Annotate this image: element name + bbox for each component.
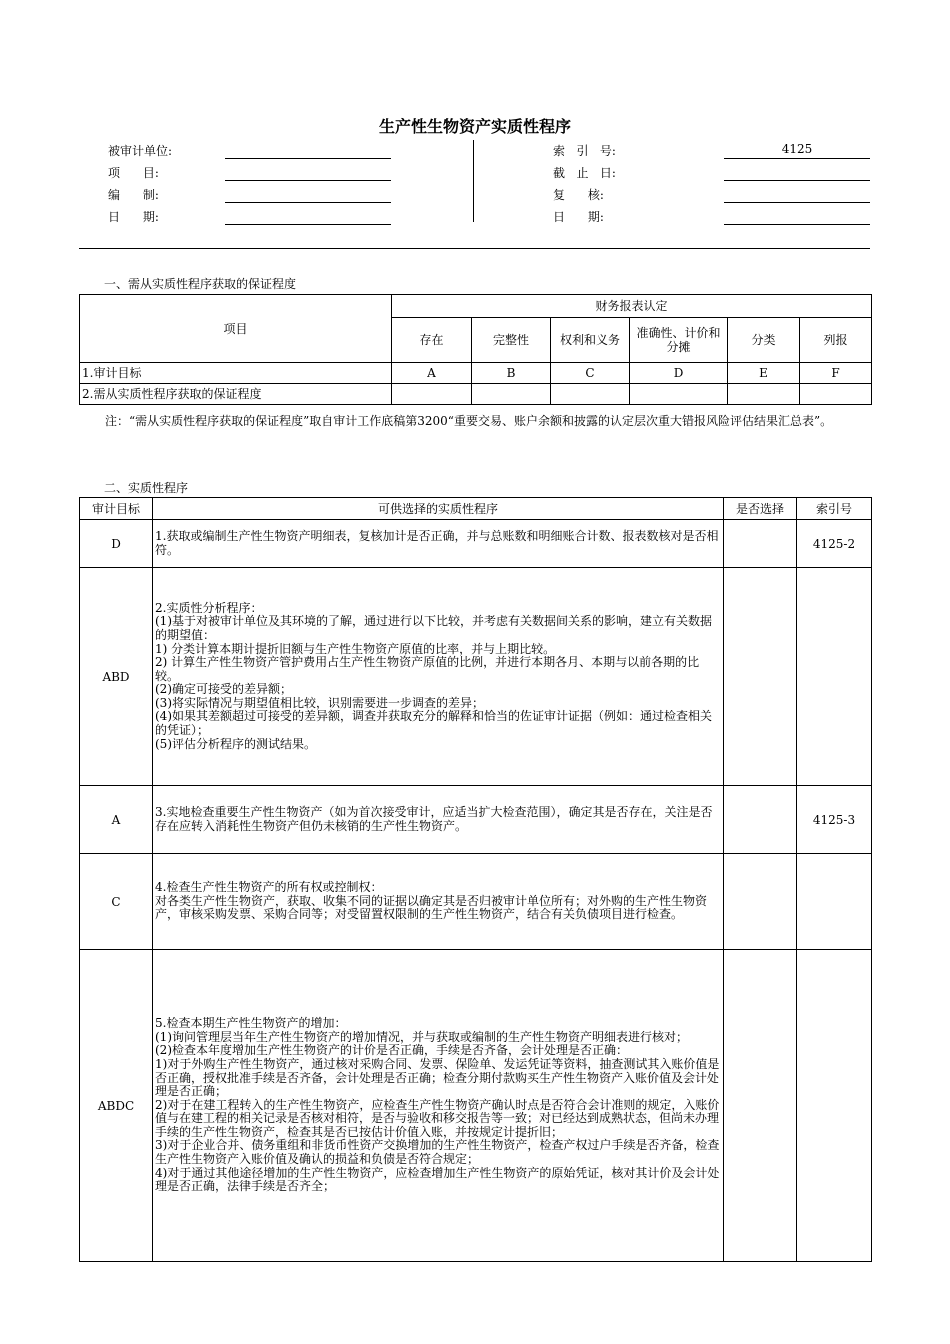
date-left-field[interactable] — [225, 224, 391, 225]
table-row — [80, 786, 872, 854]
selected-cell[interactable] — [724, 854, 797, 950]
header-label-index: 索 引 号: — [553, 144, 616, 158]
prepared-field[interactable] — [225, 202, 391, 203]
review-field[interactable] — [724, 202, 870, 203]
assertion-cell: F — [800, 363, 872, 384]
header-label-prepared: 编 制: — [108, 188, 159, 202]
assertion-cell: A — [392, 363, 472, 384]
selected-cell[interactable] — [724, 568, 797, 786]
assertion-header: 分类 — [728, 318, 800, 363]
col-header-ref: 索引号 — [797, 498, 872, 520]
table-row — [80, 950, 872, 1262]
selected-cell[interactable] — [724, 950, 797, 1262]
table-row — [80, 854, 872, 950]
objective-cell: D — [80, 520, 153, 568]
header-rule — [79, 248, 870, 249]
assurance-table — [79, 294, 872, 405]
assertions-group-header: 财务报表认定 — [392, 295, 872, 318]
procedure-cell: 4.检查生产性生物资产的所有权或控制权： 对各类生产性生物资产，获取、收集不同的证据以确定其是否归被审计单位所有；对外购的生产性生物资产，审核采购发票、采购合同等；对受留置权限制的生产性生物资产，结合有关负债项目进行检查。 — [153, 854, 724, 950]
row-label: 2.需从实质性程序获取的保证程度 — [80, 384, 392, 405]
header-label-date-left: 日 期: — [108, 210, 159, 224]
auditee-field[interactable] — [225, 158, 391, 159]
procedure-cell: 5.检查本期生产性生物资产的增加： (1)询问管理层当年生产性生物资产的增加情况，并与获取或编制的生产性生物资产明细表进行核对； (2)检查本年度增加生产性生物资产的计价是否正确，手续是否齐备，会计处理是否正确： 1)对于外购生产性生物资产，通过核对采购合同、发票、保险单、发运凭证等资料，抽查测试其入账价值是否正确，授权批准手续是否齐备，会计处理是否正确；检查分期付款购买生产性生物资产入账价值及会计处理是否正确； 2)对于在建工程转入的生产性生物资产，应检查生产性生物资产确认时点是否符合会计准则的规定，入账价值与在建工程的相关记录是否核对相符，是否与验收和移交报告等一致；对已经达到成熟状态，但尚未办理手续的生产性生物资产，检查其是否已按估计价值入账，并按规定计提折旧； 3)对于企业合并、债务重组和非货币性资产交换增加的生产性生物资产，检查产权过户手续是否齐备，检查生产性生物资产入账价值及确认的损益和负债是否符合规定； 4)对于通过其他途径增加的生产性生物资产，应检查增加生产性生物资产的原始凭证，核对其计价及会计处理是否正确，法律手续是否齐全； — [153, 950, 724, 1262]
header-label-auditee: 被审计单位: — [108, 144, 173, 158]
selected-cell[interactable] — [724, 786, 797, 854]
procedure-cell: 3.实地检查重要生产性生物资产（如为首次接受审计，应适当扩大检查范围），确定其是否存在，关注是否存在应转入消耗性生物资产但仍未核销的生产性生物资产。 — [153, 786, 724, 854]
assertion-cell: E — [728, 363, 800, 384]
section1-heading: 一、需从实质性程序获取的保证程度 — [104, 277, 297, 291]
ref-cell — [797, 568, 872, 786]
objective-cell: A — [80, 786, 153, 854]
assertion-header: 存在 — [392, 318, 472, 363]
source-note: 注：“需从实质性程序获取的保证程度”取自审计工作底稿第3200“重要交易、账户余额和披露的认定层次重大错报风险评估结果汇总表”。 — [105, 414, 833, 428]
header-divider — [473, 140, 474, 222]
procedures-table — [79, 497, 872, 1262]
assurance-input-cell[interactable] — [728, 384, 800, 405]
assertion-header: 列报 — [800, 318, 872, 363]
assurance-input-cell[interactable] — [800, 384, 872, 405]
procedure-cell: 2.实质性分析程序： (1)基于对被审计单位及其环境的了解，通过进行以下比较，并考虑有关数据间关系的影响，建立有关数据的期望值： 1) 分类计算本期计提折旧额与生产性生物资产原值的比率，并与上期比较。 2) 计算生产性生物资产管护费用占生产性生物资产原值的比例，并进行本期各月、本期与以前各期的比较。 (2)确定可接受的差异额； (3)将实际情况与期望值相比较，识别需要进一步调查的差异； (4)如果其差额超过可接受的差异额，调查并获取充分的解释和恰当的佐证审计证据（例如：通过检查相关的凭证）； (5)评估分析程序的测试结果。 — [153, 568, 724, 786]
index-field[interactable] — [724, 158, 870, 159]
table-row — [80, 568, 872, 786]
header-label-review: 复 核: — [553, 188, 604, 202]
assurance-input-cell[interactable] — [630, 384, 728, 405]
row-label: 1.审计目标 — [80, 363, 392, 384]
header-label-cutoff: 截 止 日: — [553, 166, 616, 180]
assertion-cell: B — [472, 363, 551, 384]
assertion-header: 权利和义务 — [551, 318, 630, 363]
assurance-input-cell[interactable] — [392, 384, 472, 405]
objective-cell: C — [80, 854, 153, 950]
ref-cell — [797, 854, 872, 950]
index-value: 4125 — [781, 142, 813, 156]
item-field[interactable] — [225, 180, 391, 181]
assertion-cell: D — [630, 363, 728, 384]
assertion-header: 完整性 — [472, 318, 551, 363]
table-row — [80, 384, 872, 405]
date-right-field[interactable] — [724, 224, 870, 225]
header-label-item: 项 目: — [108, 166, 159, 180]
table-row — [80, 520, 872, 568]
ref-cell: 4125-3 — [797, 786, 872, 854]
assertion-cell: C — [551, 363, 630, 384]
objective-cell: ABD — [80, 568, 153, 786]
selected-cell[interactable] — [724, 520, 797, 568]
assurance-input-cell[interactable] — [472, 384, 551, 405]
cutoff-field[interactable] — [724, 180, 870, 181]
page-title: 生产性生物资产实质性程序 — [378, 117, 571, 136]
objective-cell: ABDC — [80, 950, 153, 1262]
col-header-objective: 审计目标 — [80, 498, 153, 520]
ref-cell — [797, 950, 872, 1262]
col-item-header: 项目 — [80, 295, 392, 363]
table-row — [80, 363, 872, 384]
ref-cell: 4125-2 — [797, 520, 872, 568]
header-label-date-right: 日 期: — [553, 210, 604, 224]
col-header-procedure: 可供选择的实质性程序 — [153, 498, 724, 520]
procedure-cell: 1.获取或编制生产性生物资产明细表，复核加计是否正确，并与总账数和明细账合计数、报表数核对是否相符。 — [153, 520, 724, 568]
col-header-selected: 是否选择 — [724, 498, 797, 520]
section2-heading: 二、实质性程序 — [104, 481, 189, 495]
assurance-input-cell[interactable] — [551, 384, 630, 405]
assertion-header: 准确性、计价和分摊 — [630, 318, 728, 363]
